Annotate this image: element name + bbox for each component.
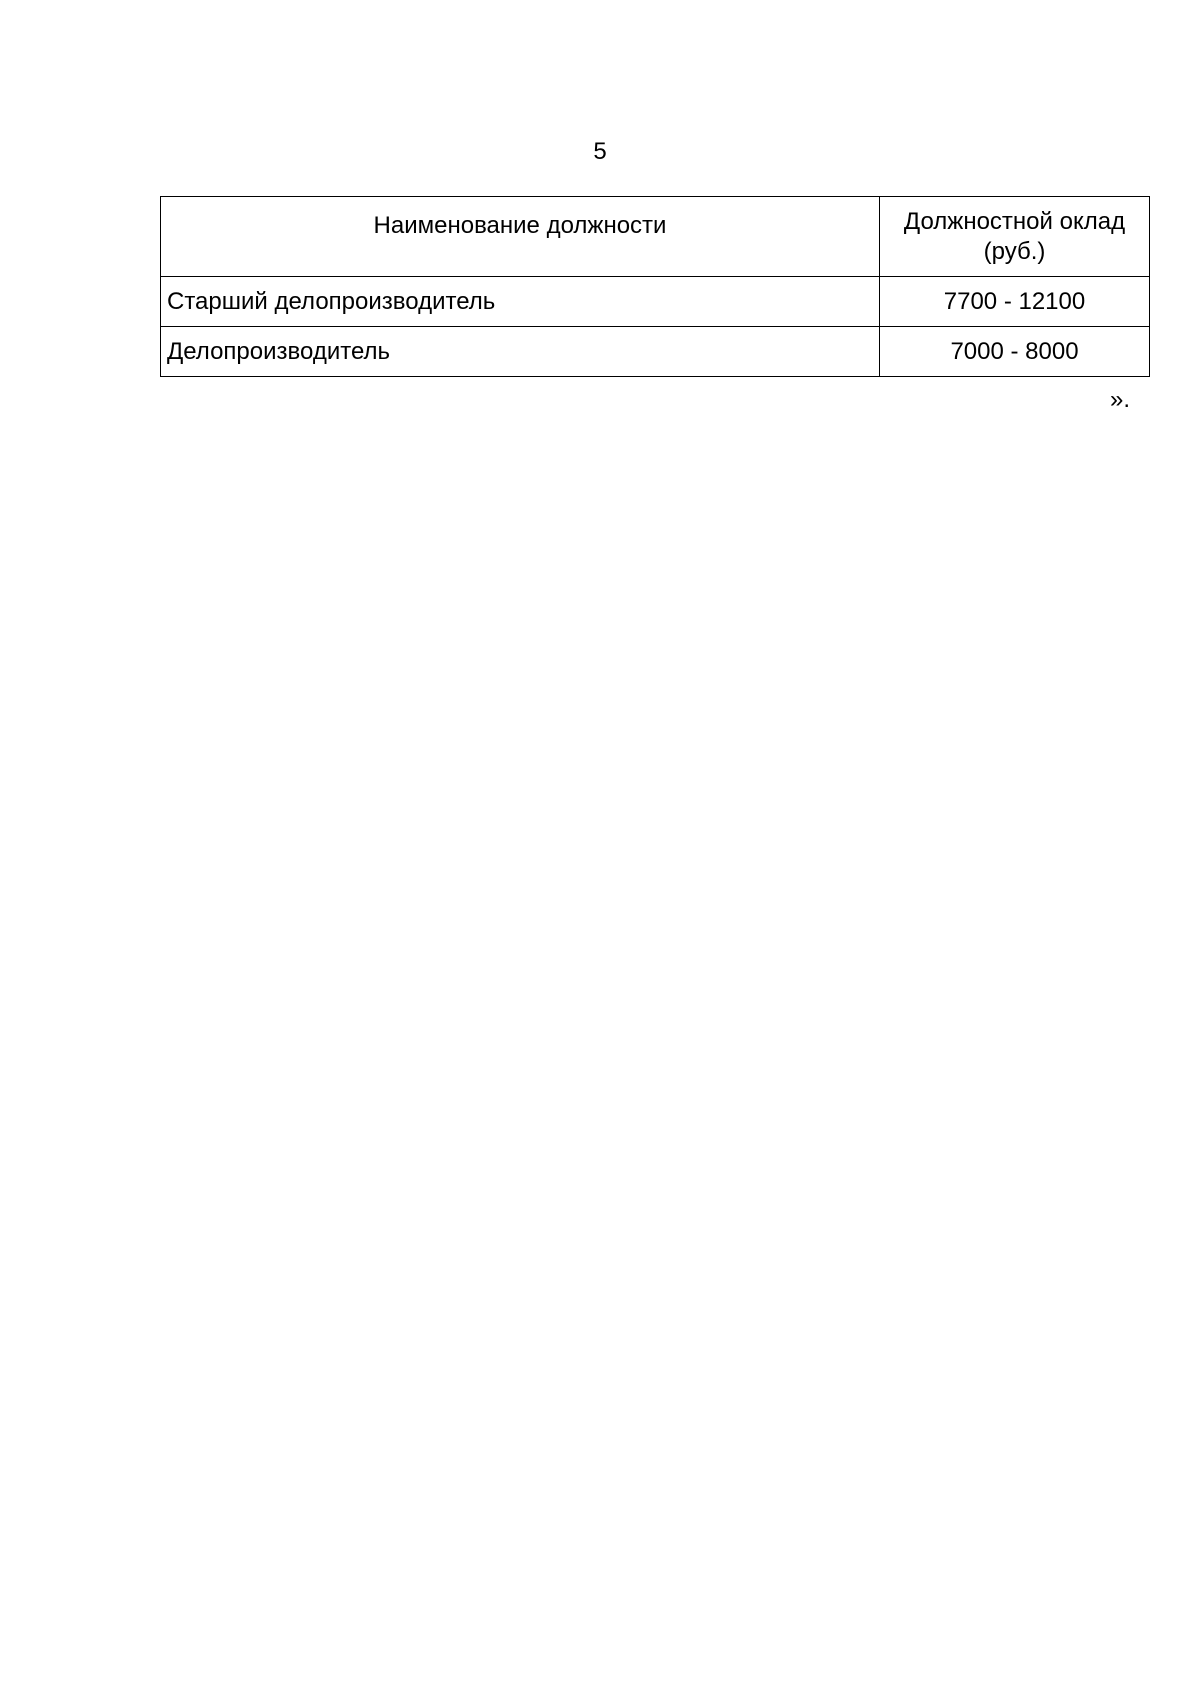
table-row [161, 327, 1150, 377]
position-cell: Делопроизводитель [161, 327, 880, 377]
position-cell: Старший делопроизводитель [161, 277, 880, 327]
salary-header-line1: Должностной оклад [903, 207, 1126, 235]
table-row [161, 277, 1150, 327]
salary-header-line2: (руб.) [983, 237, 1046, 265]
salary-table [160, 196, 1150, 377]
salary-cell: 7700 - 12100 [880, 277, 1150, 327]
position-column-header: Наименование должности [161, 197, 880, 277]
salary-cell: 7000 - 8000 [880, 327, 1150, 377]
page-number: 5 [593, 138, 607, 165]
table-header-row [161, 197, 1150, 277]
closing-quote-mark: ». [1110, 386, 1131, 413]
salary-column-header [880, 197, 1150, 277]
